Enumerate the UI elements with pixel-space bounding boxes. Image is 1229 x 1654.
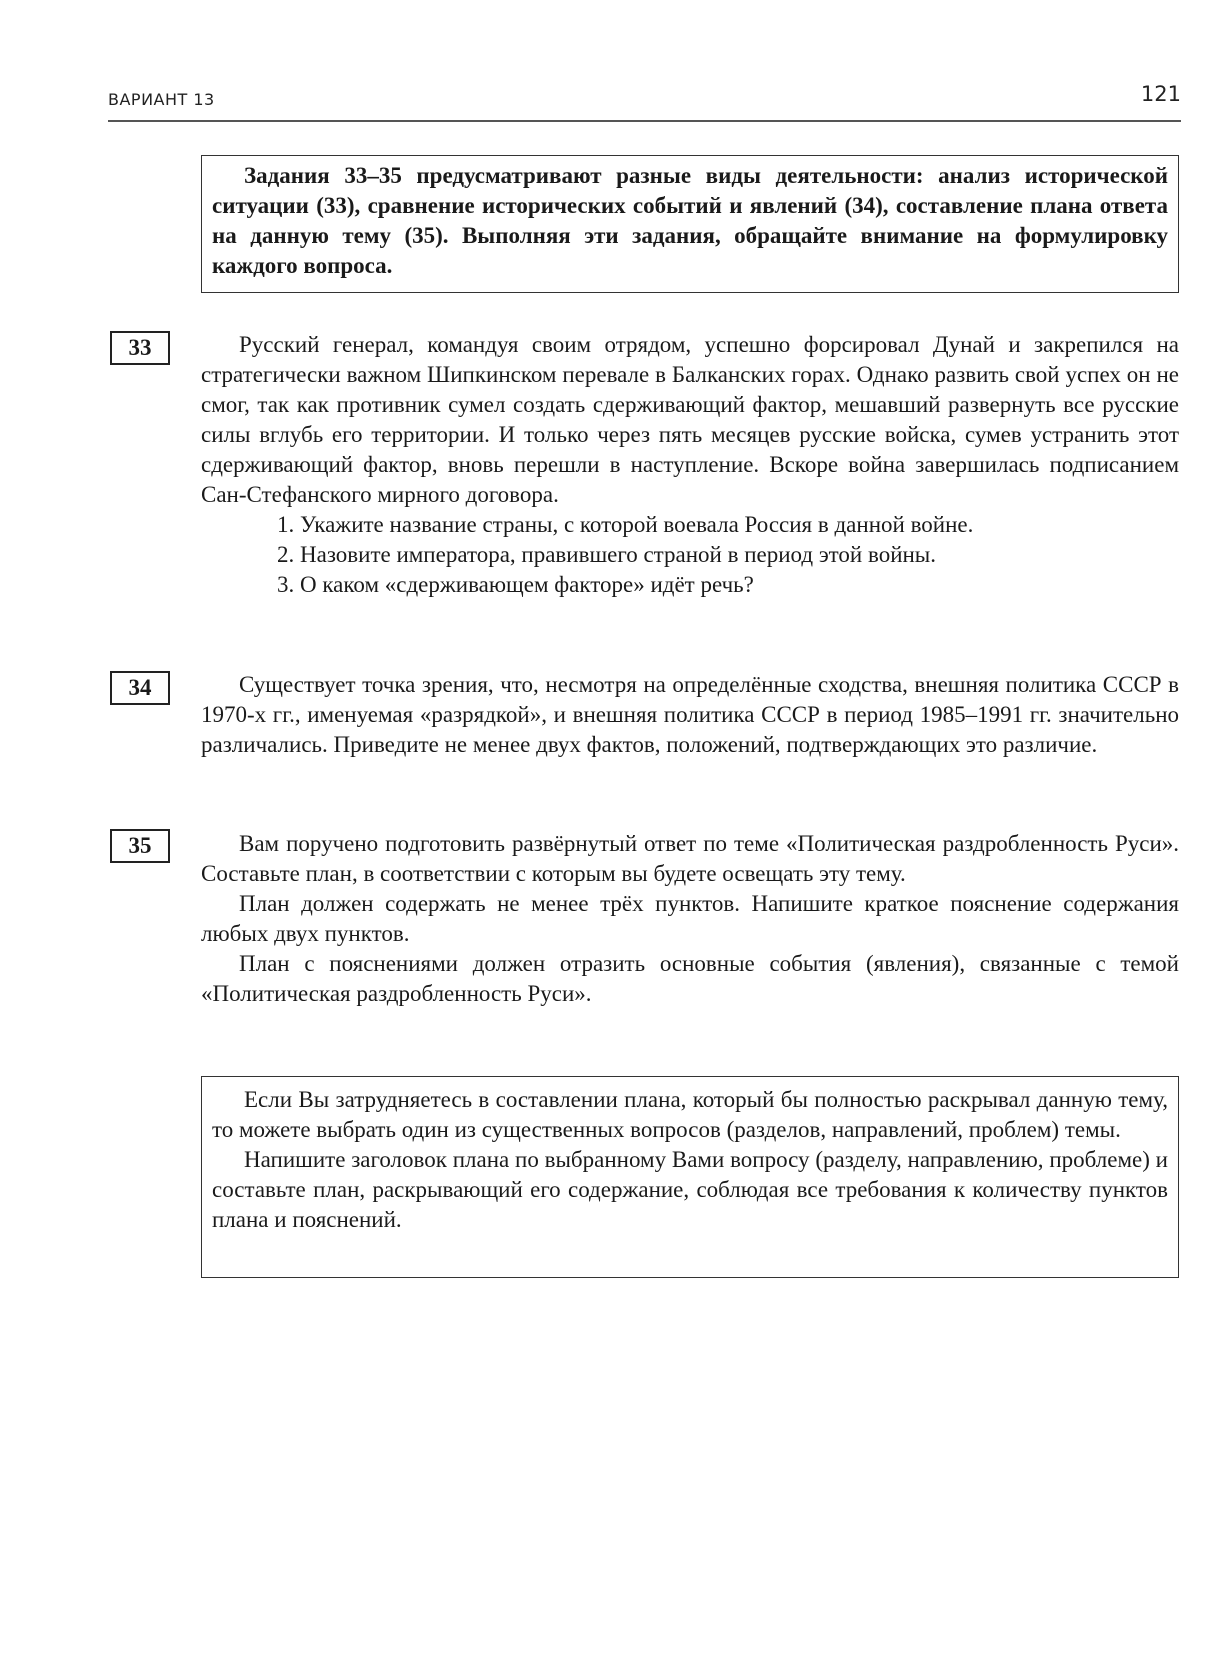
task-number-35: 35 <box>110 829 170 863</box>
task-35-text-3: План с пояснениями должен отразить основные события (явления), связанные с темой «Политическая раздробленность Руси». <box>201 951 1179 1006</box>
task-33-question-3: 3. О каком «сдерживающем факторе» идёт речь? <box>277 572 754 597</box>
task-33-body <box>201 330 1179 600</box>
task-35-text-1: Вам поручено подготовить развёрнутый ответ по теме «Политическая раздробленность Руси». Составьте план, в соответствии с которым вы будете освещать эту тему. <box>201 831 1179 886</box>
plan-guidance-text-1: Если Вы затрудняетесь в составлении плана, который бы полностью раскрывал данную тему, то можете выбрать один из существенных вопросов (разделов, направлений, проблем) темы. <box>212 1087 1168 1142</box>
task-34-text: Существует точка зрения, что, несмотря на определённые сходства, внешняя политика СССР в 1970-х гг., именуемая «разрядкой», и внешняя политика СССР в период 1985–1991 гг. значительно различались. Приведите не менее двух фактов, положений, подтверждающих это различие. <box>201 672 1179 757</box>
task-35-body <box>201 829 1179 1009</box>
plan-guidance-text-2: Напишите заголовок плана по выбранному Вами вопросу (разделу, направлению, проблеме) и составьте план, раскрывающий его содержание, соблюдая все требования к количеству пунктов плана и пояснений. <box>212 1147 1168 1232</box>
task-33-text: Русский генерал, командуя своим отрядом, успешно форсировал Дунай и закрепился на стратегически важном Шипкинском перевале в Балканских горах. Однако развить свой успех он не смог, так как противник сумел создать сдерживающий фактор, мешавший развернуть все русские силы вглубь его территории. И только через пять месяцев русские войска, сумев устранить этот сдерживающий фактор, вновь перешли в наступление. Вскоре война завершилась подписанием Сан-Стефанского мирного договора. <box>201 332 1179 507</box>
running-head: ВАРИАНТ 13 <box>108 90 215 109</box>
task-34-body <box>201 670 1179 760</box>
task-number-33: 33 <box>110 331 170 365</box>
task-35-text-2: План должен содержать не менее трёх пунктов. Напишите краткое пояснение содержания любых двух пунктов. <box>201 891 1179 946</box>
page-number: 121 <box>1140 82 1181 106</box>
intro-instructions-box: Задания 33–35 предусматривают разные виды деятельности: анализ исторической ситуации (33), сравнение исторических событий и явлений (34), составление плана ответа на данную тему (35). Выполняя эти задания, обращайте внимание на формулировку каждого вопроса. <box>201 155 1179 293</box>
task-33-question-2: 2. Назовите императора, правившего страной в период этой войны. <box>277 542 937 567</box>
plan-guidance-box <box>201 1076 1179 1278</box>
page-header <box>108 80 1181 122</box>
task-33-question-1: 1. Укажите название страны, с которой воевала Россия в данной войне. <box>277 512 974 537</box>
task-number-34: 34 <box>110 671 170 705</box>
